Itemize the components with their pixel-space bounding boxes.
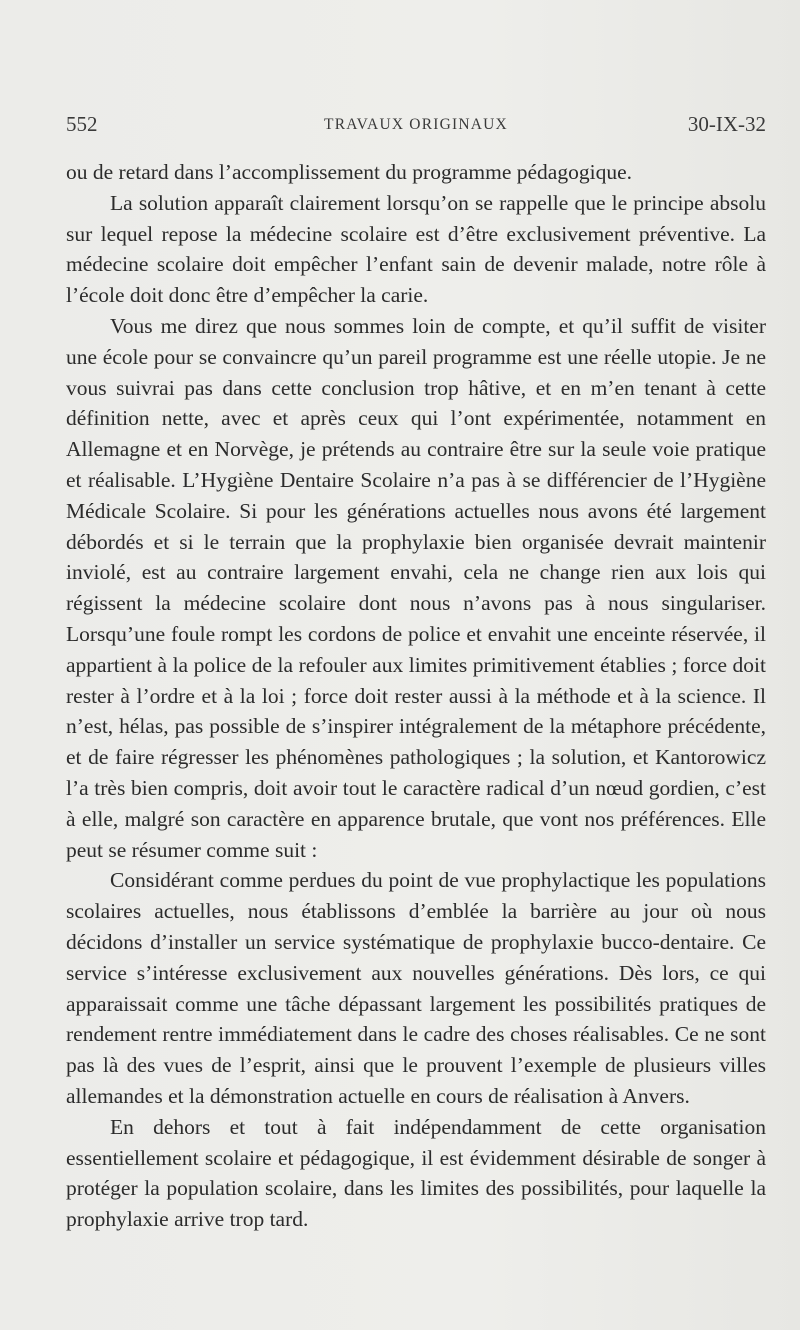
body-text (66, 157, 766, 1235)
page-number: 552 (66, 112, 98, 136)
paragraph: En dehors et tout à fait indépendamment de cette organisation essentiellement scolaire et pédagogique, il est évidemment désirable de songer à protéger la population scolaire, dans les limites des possibilités, pour laquelle la prophylaxie arrive trop tard. (66, 1114, 766, 1232)
paragraph-continuation: ou de retard dans l’accomplissement du programme pédagogique. (66, 160, 632, 184)
paragraph: Vous me direz que nous sommes loin de compte, et qu’il suffit de visiter une école pour se convaincre qu’un pareil programme est une réelle utopie. Je ne vous suivrai pas dans cette conclusion trop hâtive, et en m’en tenant à cette définition nette, avec et après ceux qui l’ont expérimentée, notamment en Allemagne et en Norvège, je prétends au contraire être sur la seule voie pratique et réalisable. L’Hygiène Dentaire Scolaire n’a pas à se différencier de l’Hygiène Médicale Scolaire. Si pour les générations actuelles nous avons été largement débordés et si le terrain que la prophylaxie bien organisée devrait maintenir inviolé, est au contraire largement envahi, cela ne change rien aux lois qui régissent la médecine scolaire dont nous n’avons pas à nous singulariser. Lorsqu’une foule rompt les cordons de police et envahit une enceinte réservée, il appartient à la police de la refouler aux limites primitivement établies ; force doit rester à l’ordre et à la loi ; force doit rester aussi à la méthode et à la science. Il n’est, hélas, pas possible de s’inspirer intégralement de la métaphore précédente, et de faire régresser les phénomènes pathologiques ; la solution, et Kantorowicz l’a très bien compris, doit avoir tout le caractère radical d’un nœud gordien, c’est à elle, malgré son caractère en apparence brutale, que vont nos préférences. Elle peut se résumer comme suit : (66, 313, 766, 862)
paragraph: La solution apparaît clairement lorsqu’on se rappelle que le principe absolu sur lequel repose la médecine scolaire est d’être exclusivement préventive. La médecine scolaire doit empêcher l’enfant sain de devenir malade, notre rôle à l’école doit donc être d’empêcher la carie. (66, 190, 766, 308)
running-title: TRAVAUX ORIGINAUX (324, 116, 508, 133)
paragraph: Considérant comme perdues du point de vue prophylactique les populations scolaires actuelles, nous établissons d’emblée la barrière au jour où nous décidons d’installer un service systématique de prophylaxie bucco-dentaire. Ce service s’intéresse exclusivement aux nouvelles générations. Dès lors, ce qui apparaissait comme une tâche dépassant largement les possibilités pratiques de rendement rentre immédiatement dans le cadre des choses réalisables. Ce ne sont pas là des vues de l’esprit, ainsi que le prouvent l’exemple de plusieurs villes allemandes et la démonstration actuelle en cours de réalisation à Anvers. (66, 868, 766, 1108)
page-header (66, 112, 766, 142)
issue-date: 30-IX-32 (687, 112, 766, 136)
